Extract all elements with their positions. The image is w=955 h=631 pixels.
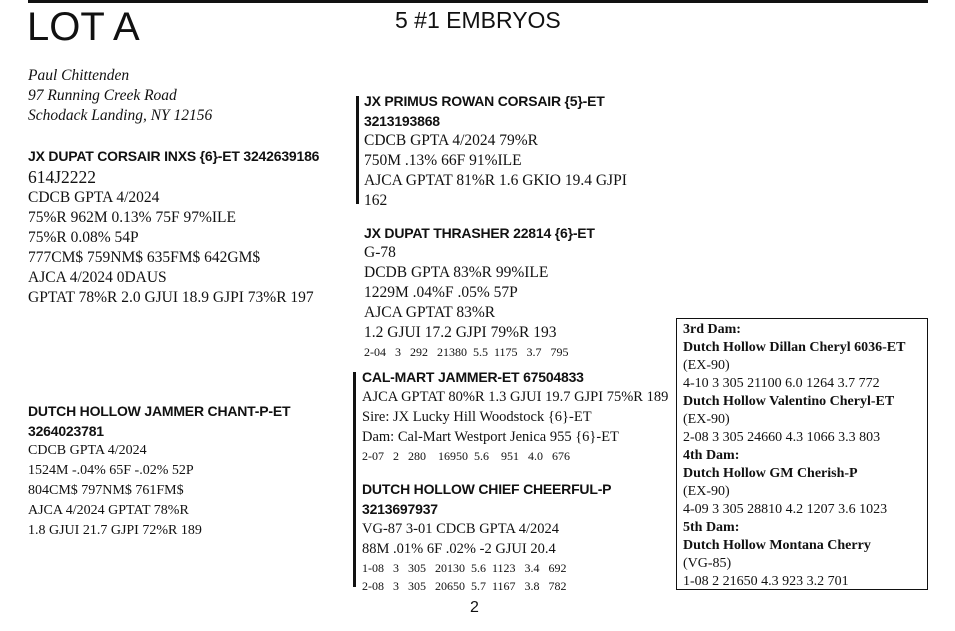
fifth-dam-record: 1-08 2 21650 4.3 923 3.2 701 [683, 574, 849, 589]
fifth-dam-score: (VG-85) [683, 556, 732, 571]
dam-id: 614J2222 [28, 167, 97, 187]
thrasher-line: DCDB GPTA 83%R 99%ILE [364, 264, 549, 281]
owner-address [28, 66, 212, 126]
fourth-dam-score: (EX-90) [683, 484, 730, 499]
valentino-score: (EX-90) [683, 412, 730, 427]
thrasher-name: JX DUPAT THRASHER 22814 {6}-ET [364, 225, 595, 241]
cheerful-block [362, 479, 611, 595]
dam-line: CDCB GPTA 4/2024 [28, 189, 160, 206]
thrasher-line: AJCA GPTAT 83%R [364, 304, 496, 321]
page-number: 2 [470, 599, 479, 616]
owner-street: 97 Running Creek Road [28, 87, 177, 104]
fourth-dam-label: 4th Dam: [683, 448, 740, 463]
sire-bracket [356, 96, 359, 204]
calmart-line: Sire: JX Lucky Hill Woodstock {6}-ET [362, 409, 592, 425]
thrasher-line: 1.2 GJUI 17.2 GJPI 79%R 193 [364, 324, 557, 341]
sire-block [364, 91, 627, 211]
mgs-line: 1.8 GJUI 21.7 GJPI 72%R 189 [28, 523, 202, 538]
fourth-dam-record: 4-09 3 305 28810 4.2 1207 3.6 1023 [683, 502, 888, 517]
sire-line: 750M .13% 66F 91%ILE [364, 152, 522, 169]
calmart-line: Dam: Cal-Mart Westport Jenica 955 {6}-ET [362, 429, 619, 445]
lot-title: LOT A [27, 5, 140, 49]
calmart-block [362, 367, 668, 465]
thrasher-line: G-78 [364, 244, 396, 261]
sire-reg: 3213193868 [364, 113, 440, 129]
mgs-line: AJCA 4/2024 GPTAT 78%R [28, 503, 189, 518]
calmart-name: CAL-MART JAMMER-ET 67504833 [362, 369, 584, 385]
cheerful-line: VG-87 3-01 CDCB GPTA 4/2024 [362, 521, 560, 537]
dams-box [676, 318, 928, 590]
calmart-line: AJCA GPTAT 80%R 1.3 GJUI 19.7 GJPI 75%R 189 [362, 389, 669, 405]
owner-name: Paul Chittenden [28, 67, 130, 84]
dam-line: AJCA 4/2024 0DAUS [28, 269, 167, 286]
sire-line: 162 [364, 192, 388, 209]
sire-line: AJCA GPTAT 81%R 1.6 GKIO 19.4 GJPI [364, 172, 627, 189]
cheerful-name: DUTCH HOLLOW CHIEF CHEERFUL-P [362, 481, 612, 497]
dam-side-bracket [353, 372, 356, 587]
dam-name: JX DUPAT CORSAIR INXS {6}-ET 3242639186 [28, 148, 320, 164]
thrasher-line: 1229M .04%F .05% 57P [364, 284, 518, 301]
fourth-dam-name: Dutch Hollow GM Cherish-P [683, 466, 858, 481]
third-dam-name: Dutch Hollow Dillan Cheryl 6036-ET [683, 340, 906, 355]
mgs-name: DUTCH HOLLOW JAMMER CHANT-P-ET [28, 403, 291, 419]
mgs-line: CDCB GPTA 4/2024 [28, 443, 147, 458]
owner-city: Schodack Landing, NY 12156 [28, 107, 213, 124]
sire-name: JX PRIMUS ROWAN CORSAIR {5}-ET [364, 93, 605, 109]
third-dam-label: 3rd Dam: [683, 322, 741, 337]
fifth-dam-name: Dutch Hollow Montana Cherry [683, 538, 871, 553]
sire-line: CDCB GPTA 4/2024 79%R [364, 132, 539, 149]
dam-line: 75%R 0.08% 54P [28, 229, 139, 246]
dam-line: 75%R 962M 0.13% 75F 97%ILE [28, 209, 236, 226]
mgs-line: 1524M -.04% 65F -.02% 52P [28, 463, 194, 478]
top-rule [28, 0, 928, 3]
cheerful-reg: 3213697937 [362, 501, 438, 517]
mgs-line: 804CM$ 797NM$ 761FM$ [28, 483, 184, 498]
maternal-grandsire-block [28, 401, 290, 541]
cheerful-line: 88M .01% 6F .02% -2 GJUI 20.4 [362, 541, 556, 557]
third-dam-score: (EX-90) [683, 358, 730, 373]
dam-line: 777CM$ 759NM$ 635FM$ 642GM$ [28, 249, 261, 266]
thrasher-record: 2-04 3 292 21380 5.5 1175 3.7 795 [364, 345, 569, 359]
fifth-dam-label: 5th Dam: [683, 520, 740, 535]
cheerful-record: 1-08 3 305 20130 5.6 1123 3.4 692 [362, 561, 567, 575]
dam-line: GPTAT 78%R 2.0 GJUI 18.9 GJPI 73%R 197 [28, 289, 314, 306]
valentino-record: 2-08 3 305 24660 4.3 1066 3.3 803 [683, 430, 881, 445]
calmart-record: 2-07 2 280 16950 5.6 951 4.0 676 [362, 449, 570, 463]
thrasher-block [364, 223, 595, 361]
dam-block [28, 146, 319, 308]
valentino-name: Dutch Hollow Valentino Cheryl-ET [683, 394, 895, 409]
third-dam-record: 4-10 3 305 21100 6.0 1264 3.7 772 [683, 376, 880, 391]
cheerful-record: 2-08 3 305 20650 5.7 1167 3.8 782 [362, 579, 567, 593]
offering-title: 5 #1 EMBRYOS [395, 7, 561, 33]
mgs-reg: 3264023781 [28, 423, 104, 439]
